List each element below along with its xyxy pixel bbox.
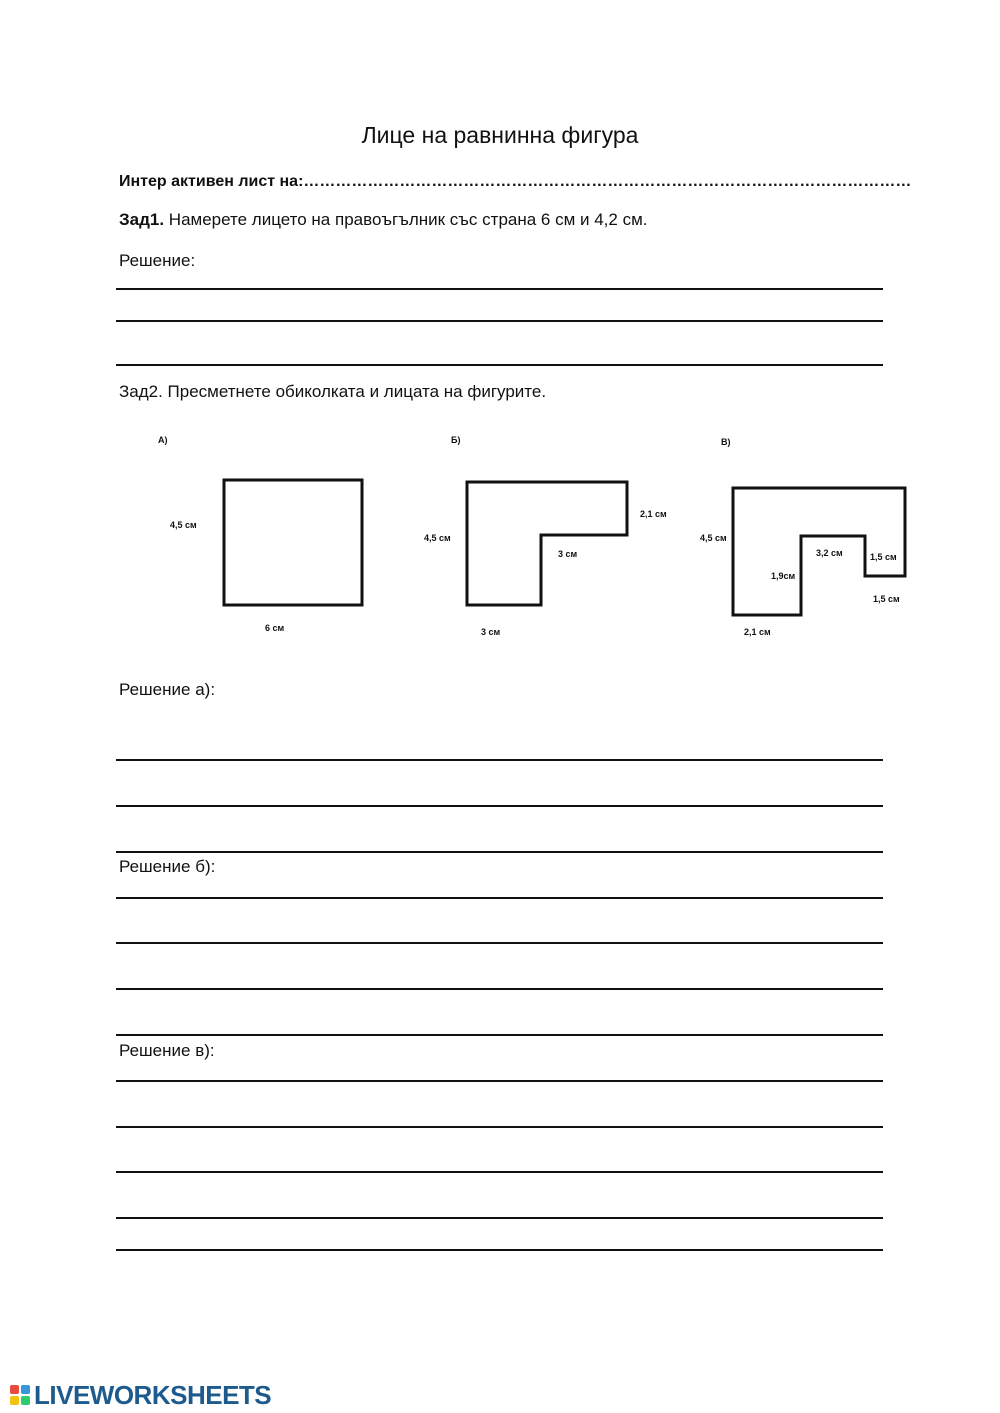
task1-statement bbox=[119, 210, 648, 230]
task1-label: Зад1. bbox=[119, 210, 165, 229]
figure-b-bottom-label: 3 см bbox=[481, 627, 501, 637]
task2-statement: Зад2. Пресметнете обиколката и лицата на фигурите. bbox=[119, 382, 547, 401]
answer-v-field-1[interactable] bbox=[230, 1055, 883, 1079]
answer-b-field-1[interactable] bbox=[230, 872, 883, 896]
solution-label: Решение: bbox=[119, 251, 196, 270]
figure-v-height-label: 4,5 см bbox=[700, 533, 727, 543]
answer-line bbox=[116, 942, 883, 944]
answer-field-2[interactable] bbox=[116, 296, 883, 320]
figure-a-height-label: 4,5 см bbox=[170, 520, 197, 530]
figure-v-notch-width-label: 1,5 см bbox=[873, 594, 900, 604]
logo-text: LIVEWORKSHEETS bbox=[34, 1379, 272, 1410]
answer-line bbox=[116, 364, 883, 366]
logo-block-red bbox=[10, 1385, 19, 1394]
answer-line bbox=[116, 1171, 883, 1173]
figure-b-label: Б) bbox=[451, 435, 461, 445]
figure-v-inner-width-label: 3,2 см bbox=[816, 548, 843, 558]
figure-a-label: А) bbox=[158, 435, 168, 445]
figure-v-bottom-label: 2,1 см bbox=[744, 627, 771, 637]
answer-b-field-2[interactable] bbox=[116, 918, 883, 942]
answer-b-field-4[interactable] bbox=[116, 1009, 883, 1033]
figure-b-inner-label: 3 см bbox=[558, 549, 578, 559]
answer-a-field-3[interactable] bbox=[116, 826, 883, 850]
logo-blocks-icon bbox=[10, 1385, 30, 1405]
figure-v-label: В) bbox=[721, 437, 731, 447]
figure-v-notch-height-label: 1,5 см bbox=[870, 552, 897, 562]
answer-v-field-5[interactable] bbox=[116, 1224, 883, 1248]
answer-line bbox=[116, 1217, 883, 1219]
answer-b-field-3[interactable] bbox=[116, 964, 883, 988]
answer-line bbox=[116, 1034, 883, 1036]
figure-b-right-label: 2,1 см bbox=[640, 509, 667, 519]
answer-line bbox=[116, 1249, 883, 1251]
answer-line bbox=[116, 1080, 883, 1082]
figure-b-shape bbox=[467, 482, 627, 605]
answer-line bbox=[116, 759, 883, 761]
answer-field-3[interactable] bbox=[116, 340, 883, 364]
solution-b-label: Решение б): bbox=[119, 857, 216, 876]
answer-line bbox=[116, 320, 883, 322]
task1-text: Намерете лицето на правоъгълник със страна 6 см и 4,2 см. bbox=[164, 210, 648, 229]
liveworksheets-logo bbox=[10, 1380, 271, 1410]
solution-v-label: Решение в): bbox=[119, 1041, 215, 1060]
answer-v-field-4[interactable] bbox=[116, 1193, 883, 1217]
answer-v-field-3[interactable] bbox=[116, 1147, 883, 1171]
logo-block-yellow bbox=[10, 1396, 19, 1405]
answer-v-field-2[interactable] bbox=[116, 1101, 883, 1125]
answer-a-field-2[interactable] bbox=[116, 780, 883, 804]
answer-line bbox=[116, 288, 883, 290]
name-line: Интер активен лист на:…………………………………………………………………………………………………… bbox=[119, 173, 912, 190]
figures-diagram bbox=[0, 420, 1000, 650]
answer-line bbox=[116, 897, 883, 899]
page-title: Лице на равнинна фигура bbox=[361, 122, 639, 148]
figure-v-inner-height-label: 1,9см bbox=[771, 571, 796, 581]
answer-a-field-1[interactable] bbox=[116, 734, 883, 758]
figure-a-width-label: 6 см bbox=[265, 623, 285, 633]
answer-line bbox=[116, 1126, 883, 1128]
answer-line bbox=[116, 851, 883, 853]
figure-a-rectangle bbox=[224, 480, 362, 605]
solution-a-label: Решение а): bbox=[119, 680, 216, 699]
answer-line bbox=[116, 988, 883, 990]
answer-field-1[interactable] bbox=[116, 264, 883, 288]
figure-b-height-label: 4,5 см bbox=[424, 533, 451, 543]
answer-line bbox=[116, 805, 883, 807]
logo-block-green bbox=[21, 1396, 30, 1405]
logo-block-blue bbox=[21, 1385, 30, 1394]
